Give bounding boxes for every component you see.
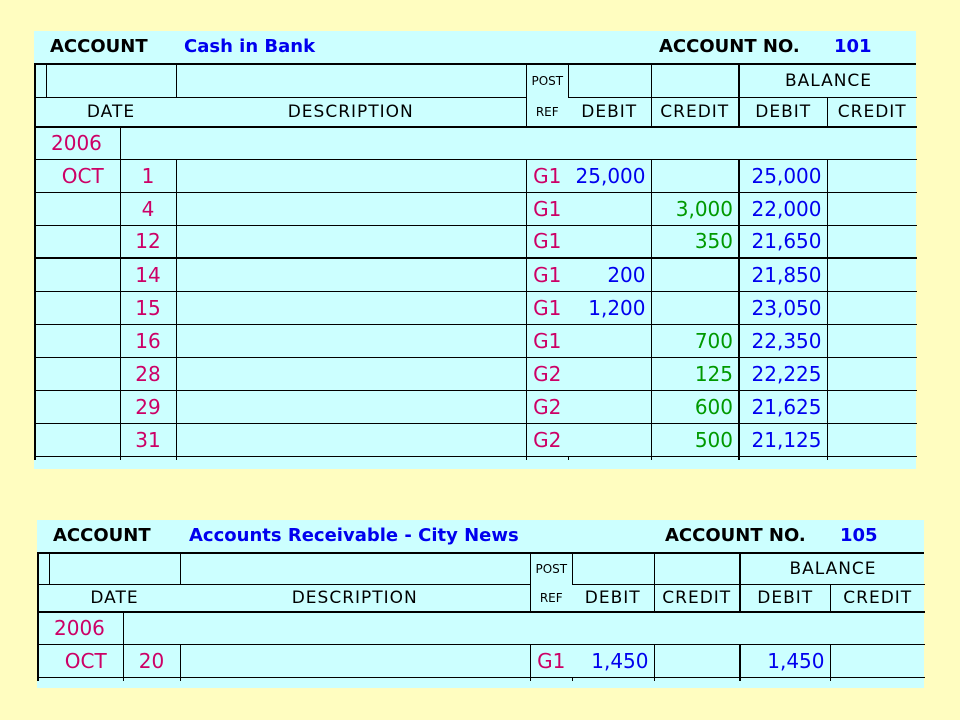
balance-debit-cell: 1,450	[740, 644, 830, 677]
credit-cell	[651, 159, 739, 192]
day-cell: 16	[120, 324, 176, 357]
credit-cell	[651, 258, 739, 291]
day-cell: 15	[120, 291, 176, 324]
month-cell	[46, 390, 120, 423]
balance-credit-cell	[827, 390, 917, 423]
post-ref-cell: G1	[530, 644, 572, 677]
header-row-top	[35, 65, 917, 97]
balance-credit-cell	[827, 324, 917, 357]
day-cell: 31	[120, 423, 176, 456]
spacer-row	[35, 456, 917, 460]
credit-cell	[651, 291, 739, 324]
post-header: POST	[526, 65, 568, 97]
credit-cell: 125	[651, 357, 739, 390]
balance-credit-cell	[827, 423, 917, 456]
account-no: 105	[840, 525, 878, 546]
gutter-cell	[38, 644, 49, 677]
debit-cell	[568, 390, 651, 423]
description-cell	[176, 192, 526, 225]
balance-credit-cell	[827, 159, 917, 192]
day-cell: 29	[120, 390, 176, 423]
description-cell	[176, 423, 526, 456]
gutter-cell	[35, 390, 46, 423]
balance-header: BALANCE	[740, 554, 925, 584]
debit-cell: 1,200	[568, 291, 651, 324]
balance-debit-header: DEBIT	[740, 584, 830, 612]
balance-debit-cell: 21,125	[739, 423, 827, 456]
year-row	[38, 612, 925, 644]
description-header: DESCRIPTION	[180, 584, 530, 612]
ledger-header	[34, 31, 916, 65]
gutter-cell	[35, 291, 46, 324]
balance-debit-cell: 21,625	[739, 390, 827, 423]
debit-cell	[568, 225, 651, 258]
day-cell: 4	[120, 192, 176, 225]
balance-credit-header: CREDIT	[827, 97, 917, 127]
entry-row	[35, 357, 917, 390]
description-cell	[176, 258, 526, 291]
ledger-table	[34, 65, 917, 460]
credit-cell: 3,000	[651, 192, 739, 225]
post-header: POST	[530, 554, 572, 584]
account-no-label: ACCOUNT NO.	[659, 36, 800, 57]
credit-cell: 700	[651, 324, 739, 357]
gutter-cell	[35, 357, 46, 390]
debit-header: DEBIT	[568, 97, 651, 127]
balance-debit-cell: 23,050	[739, 291, 827, 324]
date-header: DATE	[46, 97, 176, 127]
spacer-row	[38, 677, 925, 681]
gutter-cell	[35, 258, 46, 291]
post-ref-cell: G1	[526, 225, 568, 258]
header-row	[38, 584, 925, 612]
account-name: Cash in Bank	[184, 36, 316, 57]
account-no: 101	[834, 36, 872, 57]
balance-header: BALANCE	[739, 65, 917, 97]
entry-row	[35, 291, 917, 324]
ledger-table	[37, 554, 925, 681]
debit-cell	[568, 423, 651, 456]
post-ref-cell: G1	[526, 291, 568, 324]
month-cell: OCT	[49, 644, 123, 677]
description-header: DESCRIPTION	[176, 97, 526, 127]
year-cell: 2006	[49, 612, 123, 644]
entry-row	[38, 644, 925, 677]
post-ref-cell: G2	[526, 423, 568, 456]
day-cell: 12	[120, 225, 176, 258]
debit-cell: 1,450	[572, 644, 654, 677]
ledger-cash-in-bank	[34, 31, 916, 469]
account-label: ACCOUNT	[50, 36, 148, 57]
month-cell	[46, 192, 120, 225]
month-cell: OCT	[46, 159, 120, 192]
ref-header: REF	[526, 97, 568, 127]
header-row-top	[38, 554, 925, 584]
balance-credit-cell	[827, 192, 917, 225]
post-ref-cell: G1	[526, 192, 568, 225]
month-cell	[46, 423, 120, 456]
month-cell	[46, 357, 120, 390]
description-cell	[180, 644, 530, 677]
gutter-cell	[35, 159, 46, 192]
credit-cell: 350	[651, 225, 739, 258]
credit-cell	[654, 644, 740, 677]
debit-header: DEBIT	[572, 584, 654, 612]
month-cell	[46, 291, 120, 324]
debit-cell	[568, 357, 651, 390]
description-cell	[176, 291, 526, 324]
balance-debit-cell: 21,650	[739, 225, 827, 258]
debit-cell	[568, 324, 651, 357]
day-cell: 20	[123, 644, 180, 677]
balance-debit-header: DEBIT	[739, 97, 827, 127]
credit-header: CREDIT	[654, 584, 740, 612]
header-row	[35, 97, 917, 127]
credit-header: CREDIT	[651, 97, 739, 127]
date-header: DATE	[49, 584, 180, 612]
account-name: Accounts Receivable - City News	[189, 525, 519, 546]
year-cell: 2006	[46, 127, 120, 159]
ref-header: REF	[530, 584, 572, 612]
post-ref-cell: G2	[526, 357, 568, 390]
entry-row	[35, 225, 917, 258]
balance-credit-header: CREDIT	[830, 584, 925, 612]
post-ref-cell: G1	[526, 324, 568, 357]
ledger-accounts-receivable	[37, 520, 924, 688]
balance-debit-cell: 22,000	[739, 192, 827, 225]
balance-credit-cell	[827, 291, 917, 324]
balance-credit-cell	[827, 357, 917, 390]
debit-cell	[568, 192, 651, 225]
gutter-cell	[35, 423, 46, 456]
entry-row	[35, 423, 917, 456]
credit-cell: 500	[651, 423, 739, 456]
balance-credit-cell	[830, 644, 925, 677]
post-ref-cell: G1	[526, 258, 568, 291]
day-cell: 1	[120, 159, 176, 192]
balance-debit-cell: 25,000	[739, 159, 827, 192]
entry-row	[35, 390, 917, 423]
entry-row	[35, 324, 917, 357]
balance-debit-cell: 22,225	[739, 357, 827, 390]
debit-cell: 200	[568, 258, 651, 291]
debit-cell: 25,000	[568, 159, 651, 192]
post-ref-cell: G2	[526, 390, 568, 423]
ledger-header	[37, 520, 924, 554]
gutter-cell	[35, 324, 46, 357]
day-cell: 28	[120, 357, 176, 390]
account-no-label: ACCOUNT NO.	[665, 525, 806, 546]
balance-credit-cell	[827, 258, 917, 291]
entry-row	[35, 159, 917, 192]
balance-credit-cell	[827, 225, 917, 258]
balance-debit-cell: 21,850	[739, 258, 827, 291]
description-cell	[176, 390, 526, 423]
entry-row	[35, 192, 917, 225]
description-cell	[176, 324, 526, 357]
balance-debit-cell: 22,350	[739, 324, 827, 357]
gutter-cell	[35, 192, 46, 225]
description-cell	[176, 159, 526, 192]
year-row	[35, 127, 917, 159]
description-cell	[176, 357, 526, 390]
credit-cell: 600	[651, 390, 739, 423]
month-cell	[46, 324, 120, 357]
month-cell	[46, 225, 120, 258]
gutter-cell	[35, 225, 46, 258]
post-ref-cell: G1	[526, 159, 568, 192]
day-cell: 14	[120, 258, 176, 291]
entry-row	[35, 258, 917, 291]
account-label: ACCOUNT	[53, 525, 151, 546]
description-cell	[176, 225, 526, 258]
month-cell	[46, 258, 120, 291]
